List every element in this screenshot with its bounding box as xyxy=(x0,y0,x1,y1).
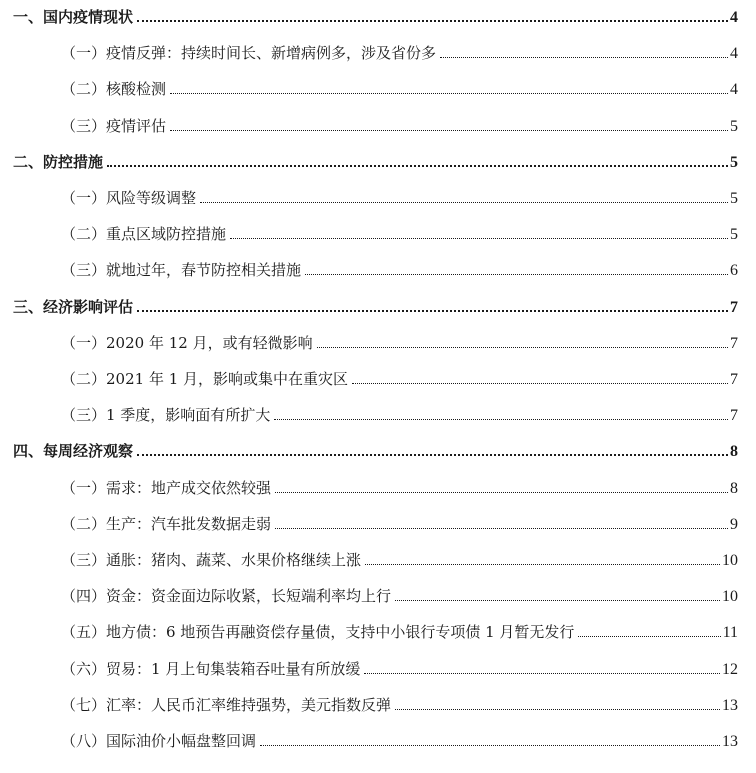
toc-page-number: 5 xyxy=(730,226,738,244)
toc-entry-title: （三）疫情评估 xyxy=(61,116,167,135)
toc-subsection-entry[interactable] xyxy=(0,75,756,99)
toc-section-entry[interactable] xyxy=(0,3,756,27)
dot-leader xyxy=(170,130,728,131)
toc-entry-title: （三）就地过年，春节防控相关措施 xyxy=(61,261,302,280)
dot-leader xyxy=(260,745,720,746)
dot-leader xyxy=(275,492,728,493)
toc-page-number: 7 xyxy=(730,407,738,425)
toc-entry-title: 二、防控措施 xyxy=(13,152,104,171)
toc-page-number: 7 xyxy=(730,298,738,316)
toc-page-number: 4 xyxy=(730,9,738,26)
toc-subsection-entry[interactable] xyxy=(0,220,756,244)
toc-subsection-entry[interactable] xyxy=(0,582,756,606)
dot-leader xyxy=(364,673,720,674)
toc-subsection-entry[interactable] xyxy=(0,510,756,534)
toc-entry-title: 一、国内疫情现状 xyxy=(13,8,134,26)
toc-page-number: 5 xyxy=(730,190,738,207)
toc-entry-title: （二）2021 年 1 月，影响或集中在重灾区 xyxy=(61,370,349,388)
dot-leader xyxy=(230,238,728,239)
dot-leader xyxy=(440,57,728,58)
toc-page-number: 13 xyxy=(722,696,738,714)
toc-entry-title: （六）贸易：1 月上旬集装箱吞吐量有所放缓 xyxy=(61,659,361,678)
toc-subsection-entry[interactable] xyxy=(0,112,756,136)
toc-page-number: 13 xyxy=(722,733,738,750)
toc-page-number: 8 xyxy=(730,479,738,497)
toc-page-number: 5 xyxy=(730,153,738,171)
toc-page-number: 5 xyxy=(730,117,738,135)
toc-subsection-entry[interactable] xyxy=(0,727,756,751)
toc-subsection-entry[interactable] xyxy=(0,365,756,389)
toc-page-number: 8 xyxy=(730,443,738,461)
toc-entry-title: 三、经济影响评估 xyxy=(13,297,134,316)
dot-leader xyxy=(275,528,728,529)
dot-leader xyxy=(305,274,728,275)
toc-page-number: 4 xyxy=(730,45,738,63)
dot-leader xyxy=(317,347,728,348)
toc-section-entry[interactable] xyxy=(0,293,756,317)
toc-page-number: 10 xyxy=(722,588,738,606)
toc-subsection-entry[interactable] xyxy=(0,184,756,208)
dot-leader xyxy=(200,202,728,203)
dot-leader xyxy=(137,20,728,22)
toc-subsection-entry[interactable] xyxy=(0,546,756,570)
toc-page-number: 11 xyxy=(722,624,738,642)
toc-page-number: 7 xyxy=(730,371,738,388)
toc-subsection-entry[interactable] xyxy=(0,39,756,63)
toc-subsection-entry[interactable] xyxy=(0,474,756,498)
toc-entry-title: （一）2020 年 12 月，或有轻微影响 xyxy=(61,333,313,352)
toc-entry-title: （四）资金：资金面边际收紧，长短端利率均上行 xyxy=(61,587,392,606)
toc-entry-title: （一）风险等级调整 xyxy=(61,189,197,207)
dot-leader xyxy=(395,600,720,601)
toc-entry-title: （三）1 季度，影响面有所扩大 xyxy=(61,406,271,425)
toc-entry-title: （二）生产：汽车批发数据走弱 xyxy=(61,514,272,533)
toc-entry-title: （八）国际油价小幅盘整回调 xyxy=(61,732,257,750)
dot-leader xyxy=(365,564,720,565)
dot-leader xyxy=(274,419,728,420)
toc-subsection-entry[interactable] xyxy=(0,256,756,280)
toc-entry-title: （三）通胀：猪肉、蔬菜、水果价格继续上涨 xyxy=(61,551,362,569)
toc-entry-title: （一）需求：地产成交依然较强 xyxy=(61,478,272,497)
dot-leader xyxy=(170,93,728,94)
toc-page-number: 4 xyxy=(730,81,738,99)
dot-leader xyxy=(137,310,728,312)
toc-section-entry[interactable] xyxy=(0,437,756,461)
dot-leader xyxy=(352,383,728,384)
dot-leader xyxy=(107,165,728,167)
toc-section-entry[interactable] xyxy=(0,148,756,172)
toc-page-number: 6 xyxy=(730,262,738,280)
toc-subsection-entry[interactable] xyxy=(0,655,756,679)
toc-entry-title: （二）核酸检测 xyxy=(61,80,167,99)
toc-entry-title: （一）疫情反弹：持续时间长、新增病例多，涉及省份多 xyxy=(61,44,437,63)
dot-leader xyxy=(395,709,720,710)
dot-leader xyxy=(578,636,720,637)
toc-page-number: 10 xyxy=(722,552,738,569)
toc-page-number: 7 xyxy=(730,334,738,352)
dot-leader xyxy=(137,454,728,456)
toc-entry-title: （七）汇率：人民币汇率维持强势，美元指数反弹 xyxy=(61,695,392,714)
toc-subsection-entry[interactable] xyxy=(0,691,756,715)
toc-entry-title: 四、每周经济观察 xyxy=(13,442,134,461)
toc-page-number: 12 xyxy=(722,660,738,678)
toc-page-number: 9 xyxy=(730,515,738,533)
toc-subsection-entry[interactable] xyxy=(0,401,756,425)
toc-subsection-entry[interactable] xyxy=(0,329,756,353)
toc-entry-title: （二）重点区域防控措施 xyxy=(61,225,227,244)
toc-subsection-entry[interactable] xyxy=(0,618,756,642)
toc-entry-title: （五）地方债：6 地预告再融资偿存量债，支持中小银行专项债 1 月暂无发行 xyxy=(61,623,575,642)
